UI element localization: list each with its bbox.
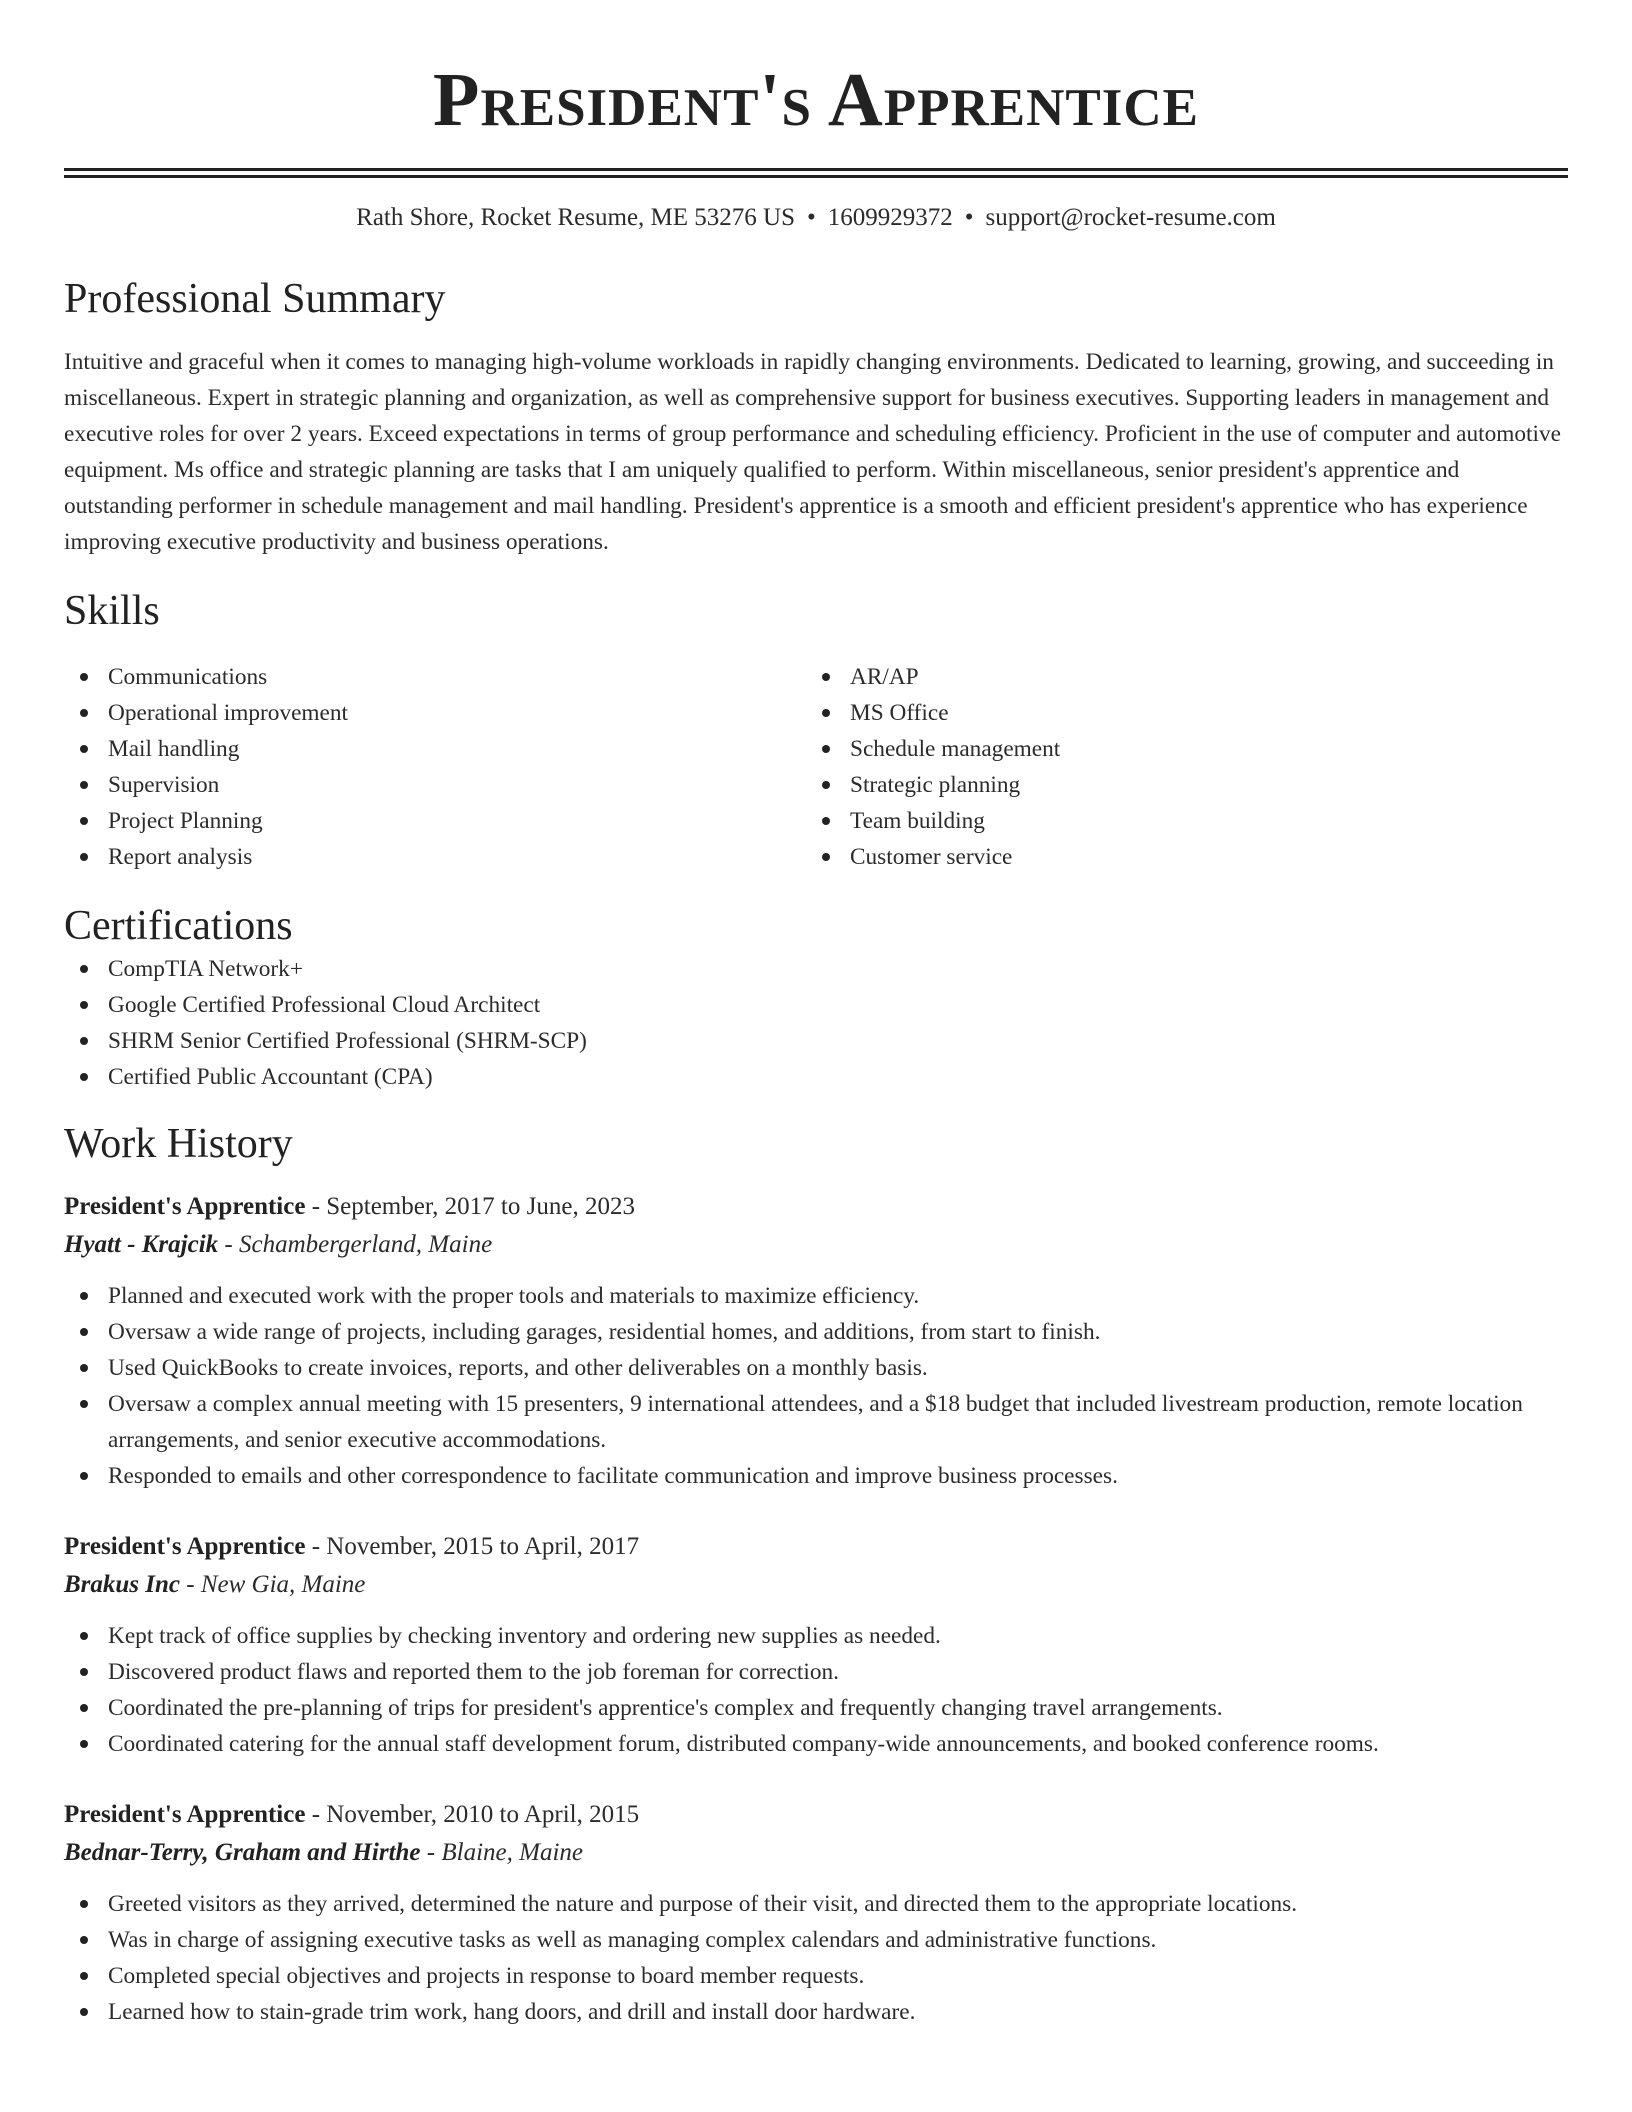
certification-label: Certified Public Accountant (CPA) [108, 1064, 433, 1091]
skills-heading: Skills [64, 588, 160, 635]
job-duty-text: Oversaw a complex annual meeting with 15 presenters, 9 international attendees, and a $18 budget that included livestream production, remote location arrangements, and senior executive accommodations. [108, 1390, 1523, 1453]
job-company: Bednar-Terry, Graham and Hirthe [64, 1838, 421, 1866]
bullet-icon [822, 781, 830, 789]
job-entry [64, 1188, 1568, 1494]
job-duty-text: Greeted visitors as they arrived, determined the nature and purpose of their visit, and directed them to the appropriate locations. [108, 1890, 1298, 1917]
bullet-icon [80, 1364, 88, 1372]
bullet-icon [80, 1073, 88, 1081]
job-location: - Blaine, Maine [420, 1838, 583, 1866]
contact-email: support@rocket-resume.com [985, 204, 1276, 231]
job-duties-list [64, 1886, 1568, 2030]
job-company: Hyatt - Krajcik [64, 1230, 219, 1258]
contact-phone: 1609929372 [827, 204, 953, 231]
job-duty-text: Learned how to stain-grade trim work, hang doors, and drill and install door hardware. [108, 1998, 916, 2025]
bullet-icon [80, 781, 88, 789]
job-duty-item [64, 1690, 1568, 1726]
contact-address: Rath Shore, Rocket Resume, ME 53276 US [356, 204, 796, 231]
job-role: President's Apprentice [64, 1192, 306, 1220]
contact-separator: • [807, 204, 816, 231]
skill-item [64, 803, 806, 839]
bullet-icon [80, 709, 88, 717]
job-duty-text: Completed special objectives and projects in response to board member requests. [108, 1962, 865, 1989]
job-duty-item [64, 1922, 1568, 1958]
bullet-icon [822, 673, 830, 681]
skill-label: Supervision [108, 771, 220, 798]
bullet-icon [80, 1328, 88, 1336]
job-role: President's Apprentice [64, 1800, 306, 1828]
job-duty-item [64, 1458, 1568, 1494]
summary-heading: Professional Summary [64, 276, 446, 322]
skills-list-right [806, 659, 1548, 875]
job-duty-item [64, 1958, 1568, 1994]
bullet-icon [80, 2008, 88, 2016]
job-dates: - November, 2015 to April, 2017 [305, 1532, 640, 1560]
skill-label: Report analysis [108, 843, 253, 870]
skill-label: Team building [850, 807, 985, 834]
bullet-icon [80, 673, 88, 681]
job-company-line [64, 1834, 1568, 1872]
certifications-heading: Certifications [64, 902, 293, 949]
bullet-icon [80, 1704, 88, 1712]
job-location: - New Gia, Maine [180, 1570, 366, 1598]
skill-item [64, 839, 806, 875]
job-dates: - November, 2010 to April, 2015 [305, 1800, 640, 1828]
job-company-line [64, 1226, 1568, 1264]
job-duty-text: Coordinated the pre-planning of trips for president's apprentice's complex and frequently changing travel arrangements. [108, 1694, 1223, 1721]
certification-item [64, 1059, 1568, 1095]
bullet-icon [822, 853, 830, 861]
job-company-line [64, 1566, 1568, 1604]
skill-label: Customer service [850, 843, 1013, 870]
bullet-icon [80, 1037, 88, 1045]
job-duty-item [64, 1350, 1568, 1386]
job-duty-text: Kept track of office supplies by checking inventory and ordering new supplies as needed. [108, 1622, 941, 1649]
job-company: Brakus Inc [64, 1570, 181, 1598]
job-duty-text: Used QuickBooks to create invoices, reports, and other deliverables on a monthly basis. [108, 1354, 928, 1381]
job-duty-text: Responded to emails and other correspondence to facilitate communication and improve business processes. [108, 1462, 1118, 1489]
header-divider [64, 168, 1568, 178]
job-duty-text: Discovered product flaws and reported them to the job foreman for correction. [108, 1658, 839, 1685]
work-history-heading: Work History [64, 1121, 293, 1168]
job-duty-item [64, 1314, 1568, 1350]
job-duty-item [64, 1886, 1568, 1922]
job-duty-text: Oversaw a wide range of projects, including garages, residential homes, and additions, from start to finish. [108, 1318, 1101, 1345]
skill-label: Operational improvement [108, 699, 349, 726]
skill-label: Communications [108, 663, 268, 690]
job-duty-text: Coordinated catering for the annual staff development forum, distributed company-wide announcements, and booked conference rooms. [108, 1730, 1379, 1757]
contact-line [64, 204, 1568, 232]
job-duty-item [64, 1726, 1568, 1762]
skill-item [64, 695, 806, 731]
skill-label: Project Planning [108, 807, 263, 834]
certification-item [64, 951, 1568, 987]
job-duty-item [64, 1654, 1568, 1690]
job-duties-list [64, 1278, 1568, 1494]
bullet-icon [80, 853, 88, 861]
job-duty-item [64, 1994, 1568, 2030]
resume-name: President's Apprentice [433, 58, 1199, 142]
certification-label: SHRM Senior Certified Professional (SHRM-SCP) [108, 1028, 587, 1055]
skill-label: Strategic planning [850, 771, 1021, 798]
certification-item [64, 987, 1568, 1023]
bullet-icon [822, 709, 830, 717]
skill-label: MS Office [850, 699, 949, 726]
bullet-icon [80, 1900, 88, 1908]
bullet-icon [80, 1001, 88, 1009]
skill-item [806, 839, 1548, 875]
skill-item [806, 767, 1548, 803]
certification-item [64, 1023, 1568, 1059]
job-duty-item [64, 1278, 1568, 1314]
job-title-line [64, 1796, 1568, 1834]
skill-label: AR/AP [850, 663, 919, 690]
certification-label: CompTIA Network+ [108, 956, 303, 983]
bullet-icon [80, 817, 88, 825]
bullet-icon [822, 817, 830, 825]
job-duty-text: Planned and executed work with the proper tools and materials to maximize efficiency. [108, 1282, 920, 1309]
job-duty-text: Was in charge of assigning executive tasks as well as managing complex calendars and administrative functions. [108, 1926, 1157, 1953]
summary-text: Intuitive and graceful when it comes to managing high-volume workloads in rapidly changing environments. Dedicated to learning, growing, and succeeding in miscellaneous. Expert in strategic planning and organization, as well as comprehensive support for business executives. Supporting leaders in management and executive roles for over 2 years. Exceed expectations in terms of group performance and scheduling efficiency. Proficient in the use of computer and automotive equipment. Ms office and strategic planning are tasks that I am uniquely qualified to perform. Within miscellaneous, senior president's apprentice and outstanding performer in schedule management and mail handling. President's apprentice is a smooth and efficient president's apprentice who has experience improving executive productivity and business operations. [64, 349, 1561, 556]
skill-item [806, 731, 1548, 767]
bullet-icon [80, 1400, 88, 1408]
skill-item [64, 659, 806, 695]
bullet-icon [80, 1472, 88, 1480]
job-entry [64, 1796, 1568, 2030]
bullet-icon [80, 1632, 88, 1640]
contact-separator: • [964, 204, 974, 231]
bullet-icon [80, 1668, 88, 1676]
job-title-line [64, 1188, 1568, 1226]
skill-label: Mail handling [108, 735, 240, 762]
skill-item [806, 695, 1548, 731]
skills-grid [64, 659, 1568, 875]
bullet-icon [80, 1740, 88, 1748]
job-entry [64, 1528, 1568, 1762]
bullet-icon [80, 965, 88, 973]
skill-item [806, 803, 1548, 839]
job-role: President's Apprentice [64, 1532, 306, 1560]
job-location: - Schambergerland, Maine [218, 1230, 493, 1258]
skills-list-left [64, 659, 806, 875]
bullet-icon [80, 1936, 88, 1944]
skill-item [64, 767, 806, 803]
bullet-icon [822, 745, 830, 753]
skills-column-left [64, 659, 806, 875]
bullet-icon [80, 1292, 88, 1300]
job-duties-list [64, 1618, 1568, 1762]
job-duty-item [64, 1618, 1568, 1654]
certifications-list [64, 951, 1568, 1095]
certification-label: Google Certified Professional Cloud Architect [108, 992, 541, 1019]
job-title-line [64, 1528, 1568, 1566]
skill-item [64, 731, 806, 767]
bullet-icon [80, 745, 88, 753]
skills-column-right [806, 659, 1548, 875]
skill-label: Schedule management [850, 735, 1061, 762]
bullet-icon [80, 1972, 88, 1980]
job-dates: - September, 2017 to June, 2023 [305, 1192, 635, 1220]
skill-item [806, 659, 1548, 695]
job-duty-item [64, 1386, 1568, 1458]
